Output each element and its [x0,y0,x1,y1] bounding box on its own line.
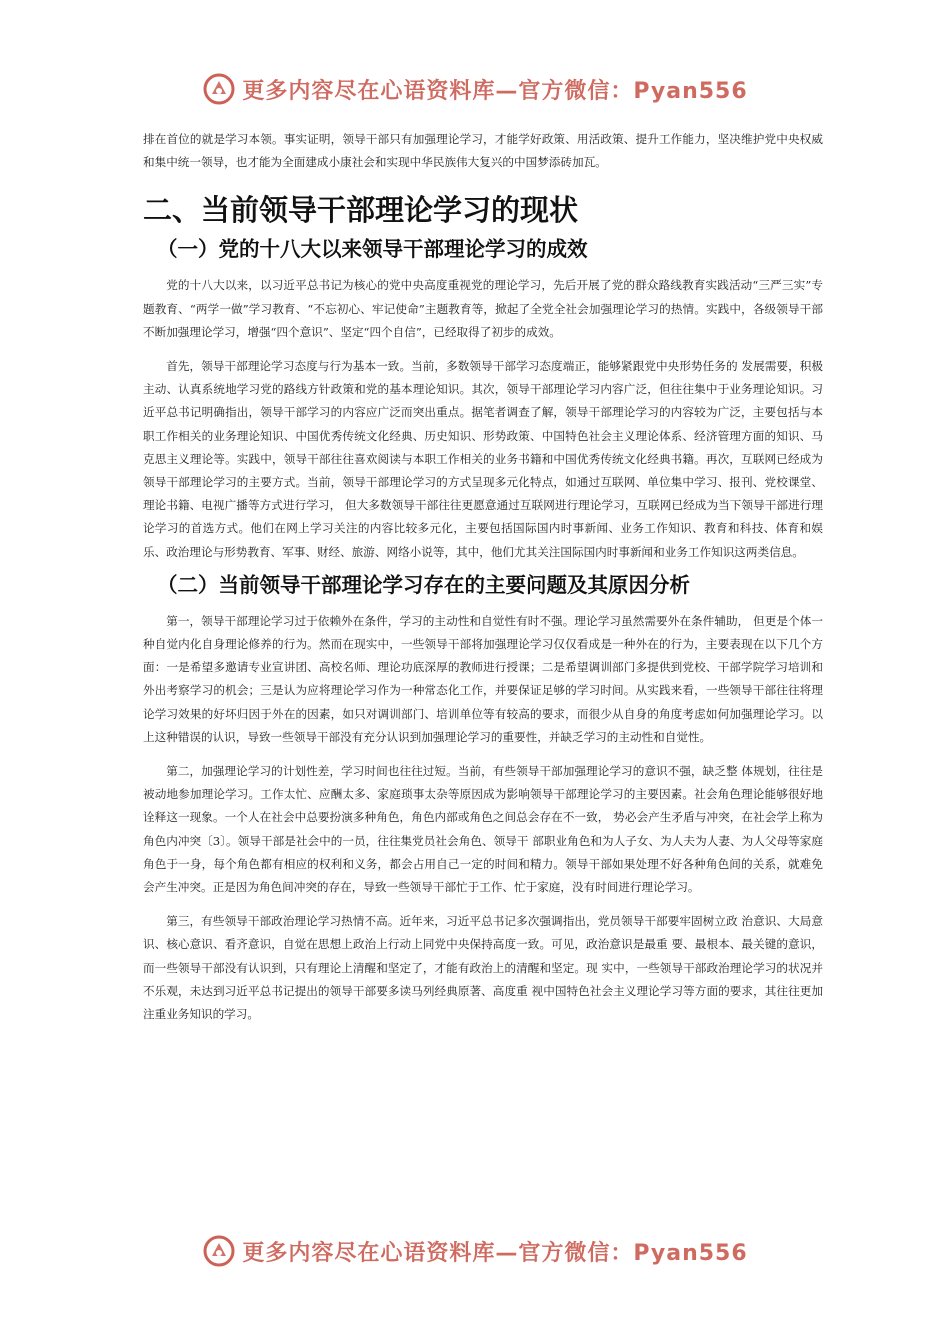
subsection-1-title: （一）党的十八大以来领导干部理论学习的成效 [157,237,588,262]
watermark-footer [0,1234,950,1268]
logo-icon [202,1234,236,1268]
logo-icon [202,72,236,106]
intro-paragraph: 排在首位的就是学习本领。事实证明，领导干部只有加强理论学习，才能学好政策、用活政策、提升工作能力，坚决维护党中央权威和集中统一领导，也才能为全面建成小康社会和实现中华民族伟大复兴的中国梦添砖加瓦。 [143,132,823,170]
paragraph: 第二，加强理论学习的计划性差，学习时间也往往过短。当前，有些领导干部加强理论学习的意识不强，缺乏整 体规划，往往是被动地参加理论学习。工作太忙、应酬太多、家庭琐事太杂等原因成为影响领导干部理论学习的主要因素。社会角色理论能够很好地诠释这一现象。一个人在社会中总要扮演多种角色，角色内部或角色之间总会存在不一致， 势必会产生矛盾与冲突，在社会学上称为角色内冲突〔3〕。领导干部是社会中的一员，往往集党员社会角色、领导干 部职业角色和为人子女、为人夫为人妻、为人父母等家庭角色于一身，每个角色都有相应的权利和义务，都会占用自己一定的时间和精力。领导干部如果处理不好各种角色间的关系，就难免会产生冲突。正是因为角色间冲突的存在，导致一些领导干部忙于工作、忙于家庭，没有时间进行理论学习。 [143,764,823,895]
watermark-text: 更多内容尽在心语资料库—官方微信：Pyan556 [242,78,748,104]
paragraph: 党的十八大以来，以习近平总书记为核心的党中央高度重视党的理论学习，先后开展了党的群众路线教育实践活动“三严三实”专题教育、“两学一做”学习教育、“不忘初心、牢记使命”主题教育等，掀起了全党全社会加强理论学习的热情。实践中，各级领导干部不断加强理论学习，增强“四个意识”、坚定“四个自信”，已经取得了初步的成效。 [143,278,823,339]
watermark-text: 更多内容尽在心语资料库—官方微信：Pyan556 [242,1240,748,1266]
document-body [143,128,823,1026]
paragraph: 首先，领导干部理论学习态度与行为基本一致。当前，多数领导干部学习态度端正，能够紧跟党中央形势任务的 发展需要，积极主动、认真系统地学习党的路线方针政策和党的基本理论知识。其次，领导干部理论学习内容广泛，但往往集中于业务理论知识。习近平总书记明确指出，领导干部学习的内容应广泛而突出重点。据笔者调查了解，领导干部理论学习的内容较为广泛，主要包括与本职工作相关的业务理论知识、中国优秀传统文化经典、历史知识、形势政策、中国特色社会主义理论体系、经济管理方面的知识、马克思主义理论等。实践中，领导干部往往喜欢阅读与本职工作相关的业务书籍和中国优秀传统文化经典书籍。再次，互联网已经成为领导干部理论学习的主要方式。当前，领导干部理论学习的方式呈现多元化特点，如通过互联网、单位集中学习、报刊、党校课堂、理论书籍、电视广播等方式进行学习， 但大多数领导干部往往更愿意通过互联网进行理论学习，互联网已经成为当下领导干部进行理论学习的首选方式。他们在网上学习关注的内容比较多元化，主要包括国际国内时事新闻、业务工作知识、教育和科技、体育和娱乐、政治理论与形势教育、军事、财经、旅游、网络小说等，其中，他们尤其关注国际国内时事新闻和业务工作知识这两类信息。 [143,359,823,559]
subsection-2-title: （二）当前领导干部理论学习存在的主要问题及其原因分析 [157,572,690,597]
paragraph: 第三，有些领导干部政治理论学习热情不高。近年来，习近平总书记多次强调指出，党员领导干部要牢固树立政 治意识、大局意识、核心意识、看齐意识，自觉在思想上政治上行动上同党中央保持高度一致。可见，政治意识是最重 要、最根本、最关键的意识，而一些领导干部没有认识到，只有理论上清醒和坚定了，才能有政治上的清醒和坚定。现 实中，一些领导干部政治理论学习的状况并不乐观，未达到习近平总书记提出的领导干部要多读马列经典原著、高度重 视中国特色社会主义理论学习等方面的要求，其往往更加注重业务知识的学习。 [143,914,823,1022]
section-title: 二、当前领导干部理论学习的现状 [143,193,579,228]
watermark-header [0,72,950,106]
paragraph: 第一，领导干部理论学习过于依赖外在条件，学习的主动性和自觉性有时不强。理论学习虽然需要外在条件辅助， 但更是个体一种自觉内化自身理论修养的行为。然而在现实中，一些领导干部将加强理论学习仅仅看成是一种外在的行为，主要表现在以下几个方面：一是希望多邀请专业宣讲团、高校名师、理论功底深厚的教师进行授课；二是希望调训部门多提供到党校、干部学院学习培训和外出考察学习的机会；三是认为应将理论学习作为一种常态化工作，并要保证足够的学习时间。从实践来看，一些领导干部往往将理论学习效果的好坏归因于外在的因素，如只对调训部门、培训单位等有较高的要求，而很少从自身的角度考虑如何加强理论学习。以上这种错误的认识，导致一些领导干部没有充分认识到加强理论学习的重要性，并缺乏学习的主动性和自觉性。 [143,613,823,744]
